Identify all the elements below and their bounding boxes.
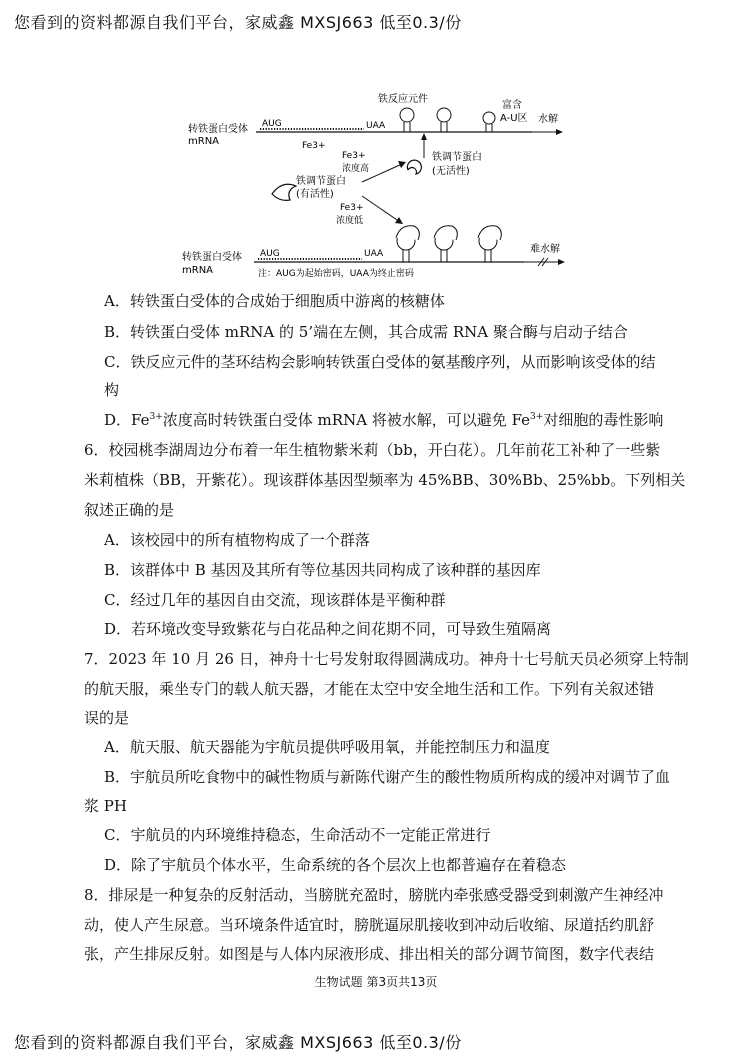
q5-option-a: A．转铁蛋白受体的合成始于细胞质中游离的核糖体 <box>104 292 445 310</box>
label-irp-inactive: 铁调节蛋白 <box>432 152 482 163</box>
label-top-aug: AUG <box>262 119 282 129</box>
label-top-uaa: UAA <box>366 121 386 131</box>
label-note: 注：AUG为起始密码，UAA为终止密码 <box>258 269 414 279</box>
q6-option-d: D．若环境改变导致紫花与白花品种之间花期不同，可导致生殖隔离 <box>104 620 552 638</box>
label-bot-receptor: 转铁蛋白受体 <box>182 252 242 263</box>
q6-option-a: A．该校园中的所有植物构成了一个群落 <box>104 531 370 549</box>
q5-option-c-cont: 构 <box>104 381 120 399</box>
page-footer: 生物试题 第3页共13页 <box>314 975 438 989</box>
label-ire: 铁反应元件 <box>378 94 428 105</box>
q6-option-b: B．该群体中 B 基因及其所有等位基因共同构成了该种群的基因库 <box>104 561 541 579</box>
label-fe-high: Fe3+ <box>342 151 366 161</box>
watermark-banner-bottom: 您看到的资料都源自我们平台，家威鑫 MXSJ663 低至0.3/份 <box>14 1033 462 1052</box>
label-fe3-top: Fe3+ <box>302 141 326 151</box>
q6-stem-1: 6．校园桃李湖周边分布着一年生植物紫米莉（bb，开白花）。几年前花工补种了一些紫 <box>84 441 661 459</box>
q6-stem-2: 米莉植株（BB，开紫花）。现该群体基因型频率为 45%BB、30%Bb、25%bb。下列相关 <box>84 471 686 489</box>
top-stem-loops <box>400 108 495 132</box>
label-top-mrna: mRNA <box>188 136 220 147</box>
q7-option-c: C．宇航员的内环境维持稳态，生命活动不一定能正常进行 <box>104 826 491 844</box>
q7-option-d: D．除了宇航员个体水平，生命系统的各个层次上也都普遍存在着稳态 <box>104 856 567 874</box>
q7-stem-3: 误的是 <box>84 709 130 727</box>
q5-option-d: D．$Fe^{3+}$浓度高时转铁蛋白受体 mRNA 将被水解，可以避免 $Fe^{3+}$对细胞的毒性影响 <box>104 411 664 429</box>
label-fe-high-2: 浓度高 <box>342 164 370 174</box>
label-fe-low-2: 浓度低 <box>336 216 364 226</box>
mrna-regulation-diagram <box>176 88 576 284</box>
q5-option-b: B．转铁蛋白受体 mRNA 的 5’端在左侧，其合成需 RNA 聚合酶与启动子结合 <box>104 323 628 341</box>
label-hard-hydrolyze: 难水解 <box>530 244 560 255</box>
label-au-rich-2: A-U区 <box>500 113 528 124</box>
label-irp-active: 铁调节蛋白 <box>296 176 346 187</box>
q6-option-c: C．经过几年的基因自由交流，现该群体是平衡种群 <box>104 591 446 609</box>
label-bot-mrna: mRNA <box>182 265 214 276</box>
q8-stem-1: 8．排尿是一种复杂的反射活动，当膀胱充盈时，膀胱内牵张感受器受到刺激产生神经冲 <box>84 886 664 904</box>
q7-stem-2: 的航天服，乘坐专门的载人航天器，才能在太空中安全地生活和工作。下列有关叙述错 <box>84 680 655 698</box>
q6-stem-3: 叙述正确的是 <box>84 501 175 519</box>
q8-stem-2: 动，使人产生尿意。当环境条件适宜时，膀胱逼尿肌接收到冲动后收缩、尿道括约肌舒 <box>84 916 655 934</box>
label-irp-active-2: (有活性) <box>296 189 334 200</box>
label-fe-low: Fe3+ <box>340 203 364 213</box>
bot-stem-loops-with-irp <box>396 226 501 262</box>
label-au-rich: 富含 <box>502 100 522 111</box>
q7-stem-1: 7．2023 年 10 月 26 日，神舟十七号发射取得圆满成功。神舟十七号航天员必须穿上特制 <box>84 650 689 668</box>
label-bot-aug: AUG <box>260 249 280 259</box>
q5-option-c: C．铁反应元件的茎环结构会影响转铁蛋白受体的氨基酸序列，从而影响该受体的结 <box>104 353 656 371</box>
q8-stem-3: 张，产生排尿反射。如图是与人体内尿液形成、排出相关的部分调节简图，数字代表结 <box>84 945 655 963</box>
watermark-banner-top: 您看到的资料都源自我们平台，家威鑫 MXSJ663 低至0.3/份 <box>14 13 462 32</box>
label-irp-inactive-2: (无活性) <box>432 166 470 177</box>
label-bot-uaa: UAA <box>364 249 384 259</box>
label-top-receptor: 转铁蛋白受体 <box>188 124 248 135</box>
q7-option-b-cont: 浆 PH <box>84 797 127 815</box>
q7-option-a: A．航天服、航天器能为宇航员提供呼吸用氧，并能控制压力和温度 <box>104 738 550 756</box>
irp-active-shape <box>272 184 296 200</box>
q7-option-b: B．宇航员所吃食物中的碱性物质与新陈代谢产生的酸性物质所构成的缓冲对调节了血 <box>104 768 671 786</box>
irp-inactive-shape <box>407 160 421 174</box>
label-hydrolyze: 水解 <box>538 114 558 125</box>
